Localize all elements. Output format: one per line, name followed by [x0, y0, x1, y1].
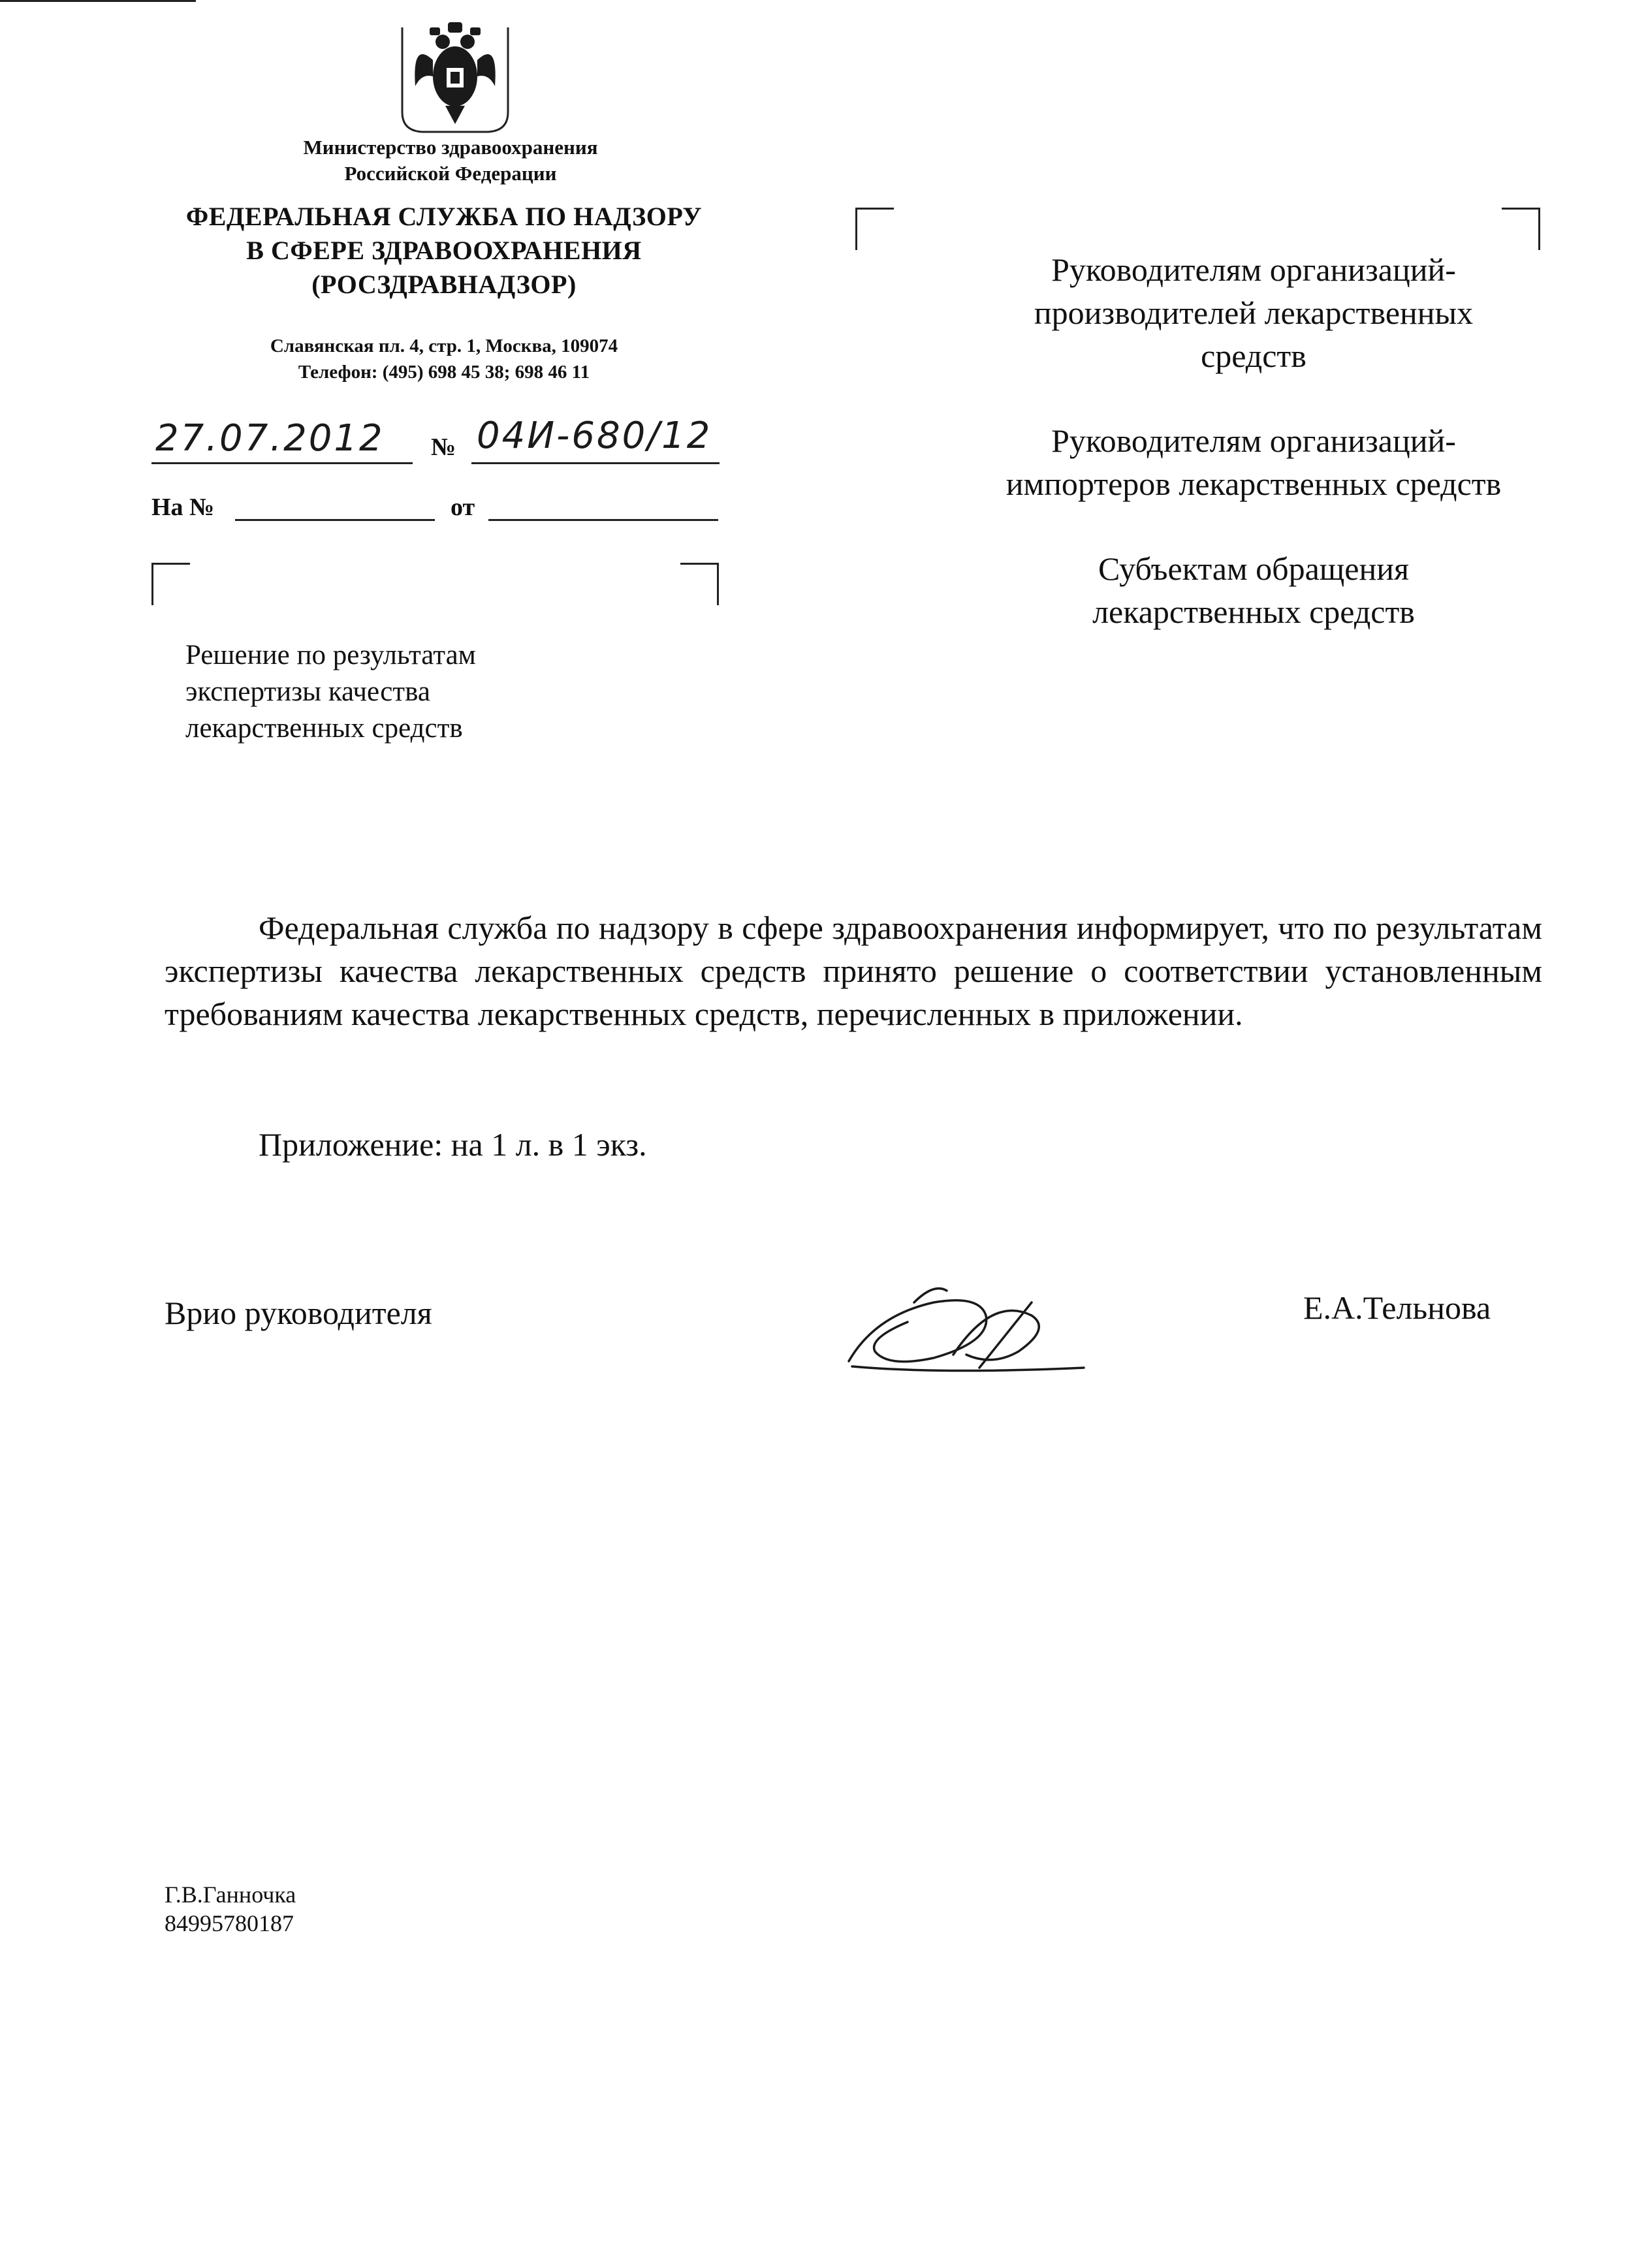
- subject-corner-top-right: [680, 563, 719, 605]
- handwritten-signature: [836, 1276, 1097, 1381]
- executor-name: Г.В.Ганночка: [165, 1882, 296, 1908]
- subject-block: [185, 637, 642, 747]
- number-underline: [471, 462, 720, 464]
- reply-number-line: [235, 519, 435, 521]
- service-line-2: В СФЕРЕ ЗДРАВООХРАНЕНИЯ: [246, 236, 642, 265]
- executor-block: [165, 1880, 296, 1938]
- phone-line: Телефон: (495) 698 45 38; 698 46 11: [298, 362, 590, 383]
- signer-name: Е.А.Тельнова: [1303, 1289, 1491, 1326]
- appendix-note: Приложение: на 1 л. в 1 экз.: [259, 1126, 647, 1163]
- recipient-corner-top-left: [855, 208, 894, 250]
- subject-line-2: экспертизы качества: [185, 676, 430, 707]
- coat-of-arms-emblem: [383, 14, 528, 137]
- executor-phone: 84995780187: [165, 1910, 294, 1936]
- ministry-name: [163, 134, 738, 187]
- subject-line-3: лекарственных средств: [185, 713, 463, 744]
- reply-date-line: [488, 519, 718, 521]
- reply-date-label: от: [451, 494, 475, 521]
- ministry-line-1: Министерство здравоохранения: [303, 136, 598, 159]
- service-line-3: (РОСЗДРАВНАДЗОР): [311, 270, 577, 299]
- recipient-subjects: Субъектам обращения лекарственных средств: [1092, 550, 1415, 630]
- recipient-corner-top-right: [1502, 208, 1540, 250]
- service-name: [118, 200, 770, 302]
- recipient-manufacturers: Руководителям организаций- производителей лекарственных средств: [1034, 251, 1474, 374]
- registration-number: 04И-680/12: [477, 415, 712, 457]
- subject-corner-top-left: [151, 563, 190, 605]
- address-line: Славянская пл. 4, стр. 1, Москва, 109074: [270, 336, 618, 356]
- body-paragraph: Федеральная служба по надзору в сфере здравоохранения информирует, что по результатам экспертизы качества лекарственных средств принято решение о соответствии установленным требованиям качества лекарственных средств, перечисленных в приложении.: [165, 909, 1542, 1032]
- ministry-line-2: Российской Федерации: [344, 162, 557, 185]
- date-underline: [151, 462, 413, 464]
- scan-edge-line: [0, 0, 196, 2]
- reply-number-label: На №: [151, 494, 215, 521]
- registration-date: 27.07.2012: [155, 417, 385, 460]
- number-sign: №: [431, 433, 456, 461]
- subject-line-1: Решение по результатам: [185, 640, 476, 670]
- recipients-block: [927, 248, 1580, 675]
- recipient-importers: Руководителям организаций- импортеров лекарственных средств: [1006, 422, 1502, 502]
- signer-title: Врио руководителя: [165, 1295, 432, 1331]
- address-block: [150, 333, 738, 385]
- service-line-1: ФЕДЕРАЛЬНАЯ СЛУЖБА ПО НАДЗОРУ: [185, 202, 703, 231]
